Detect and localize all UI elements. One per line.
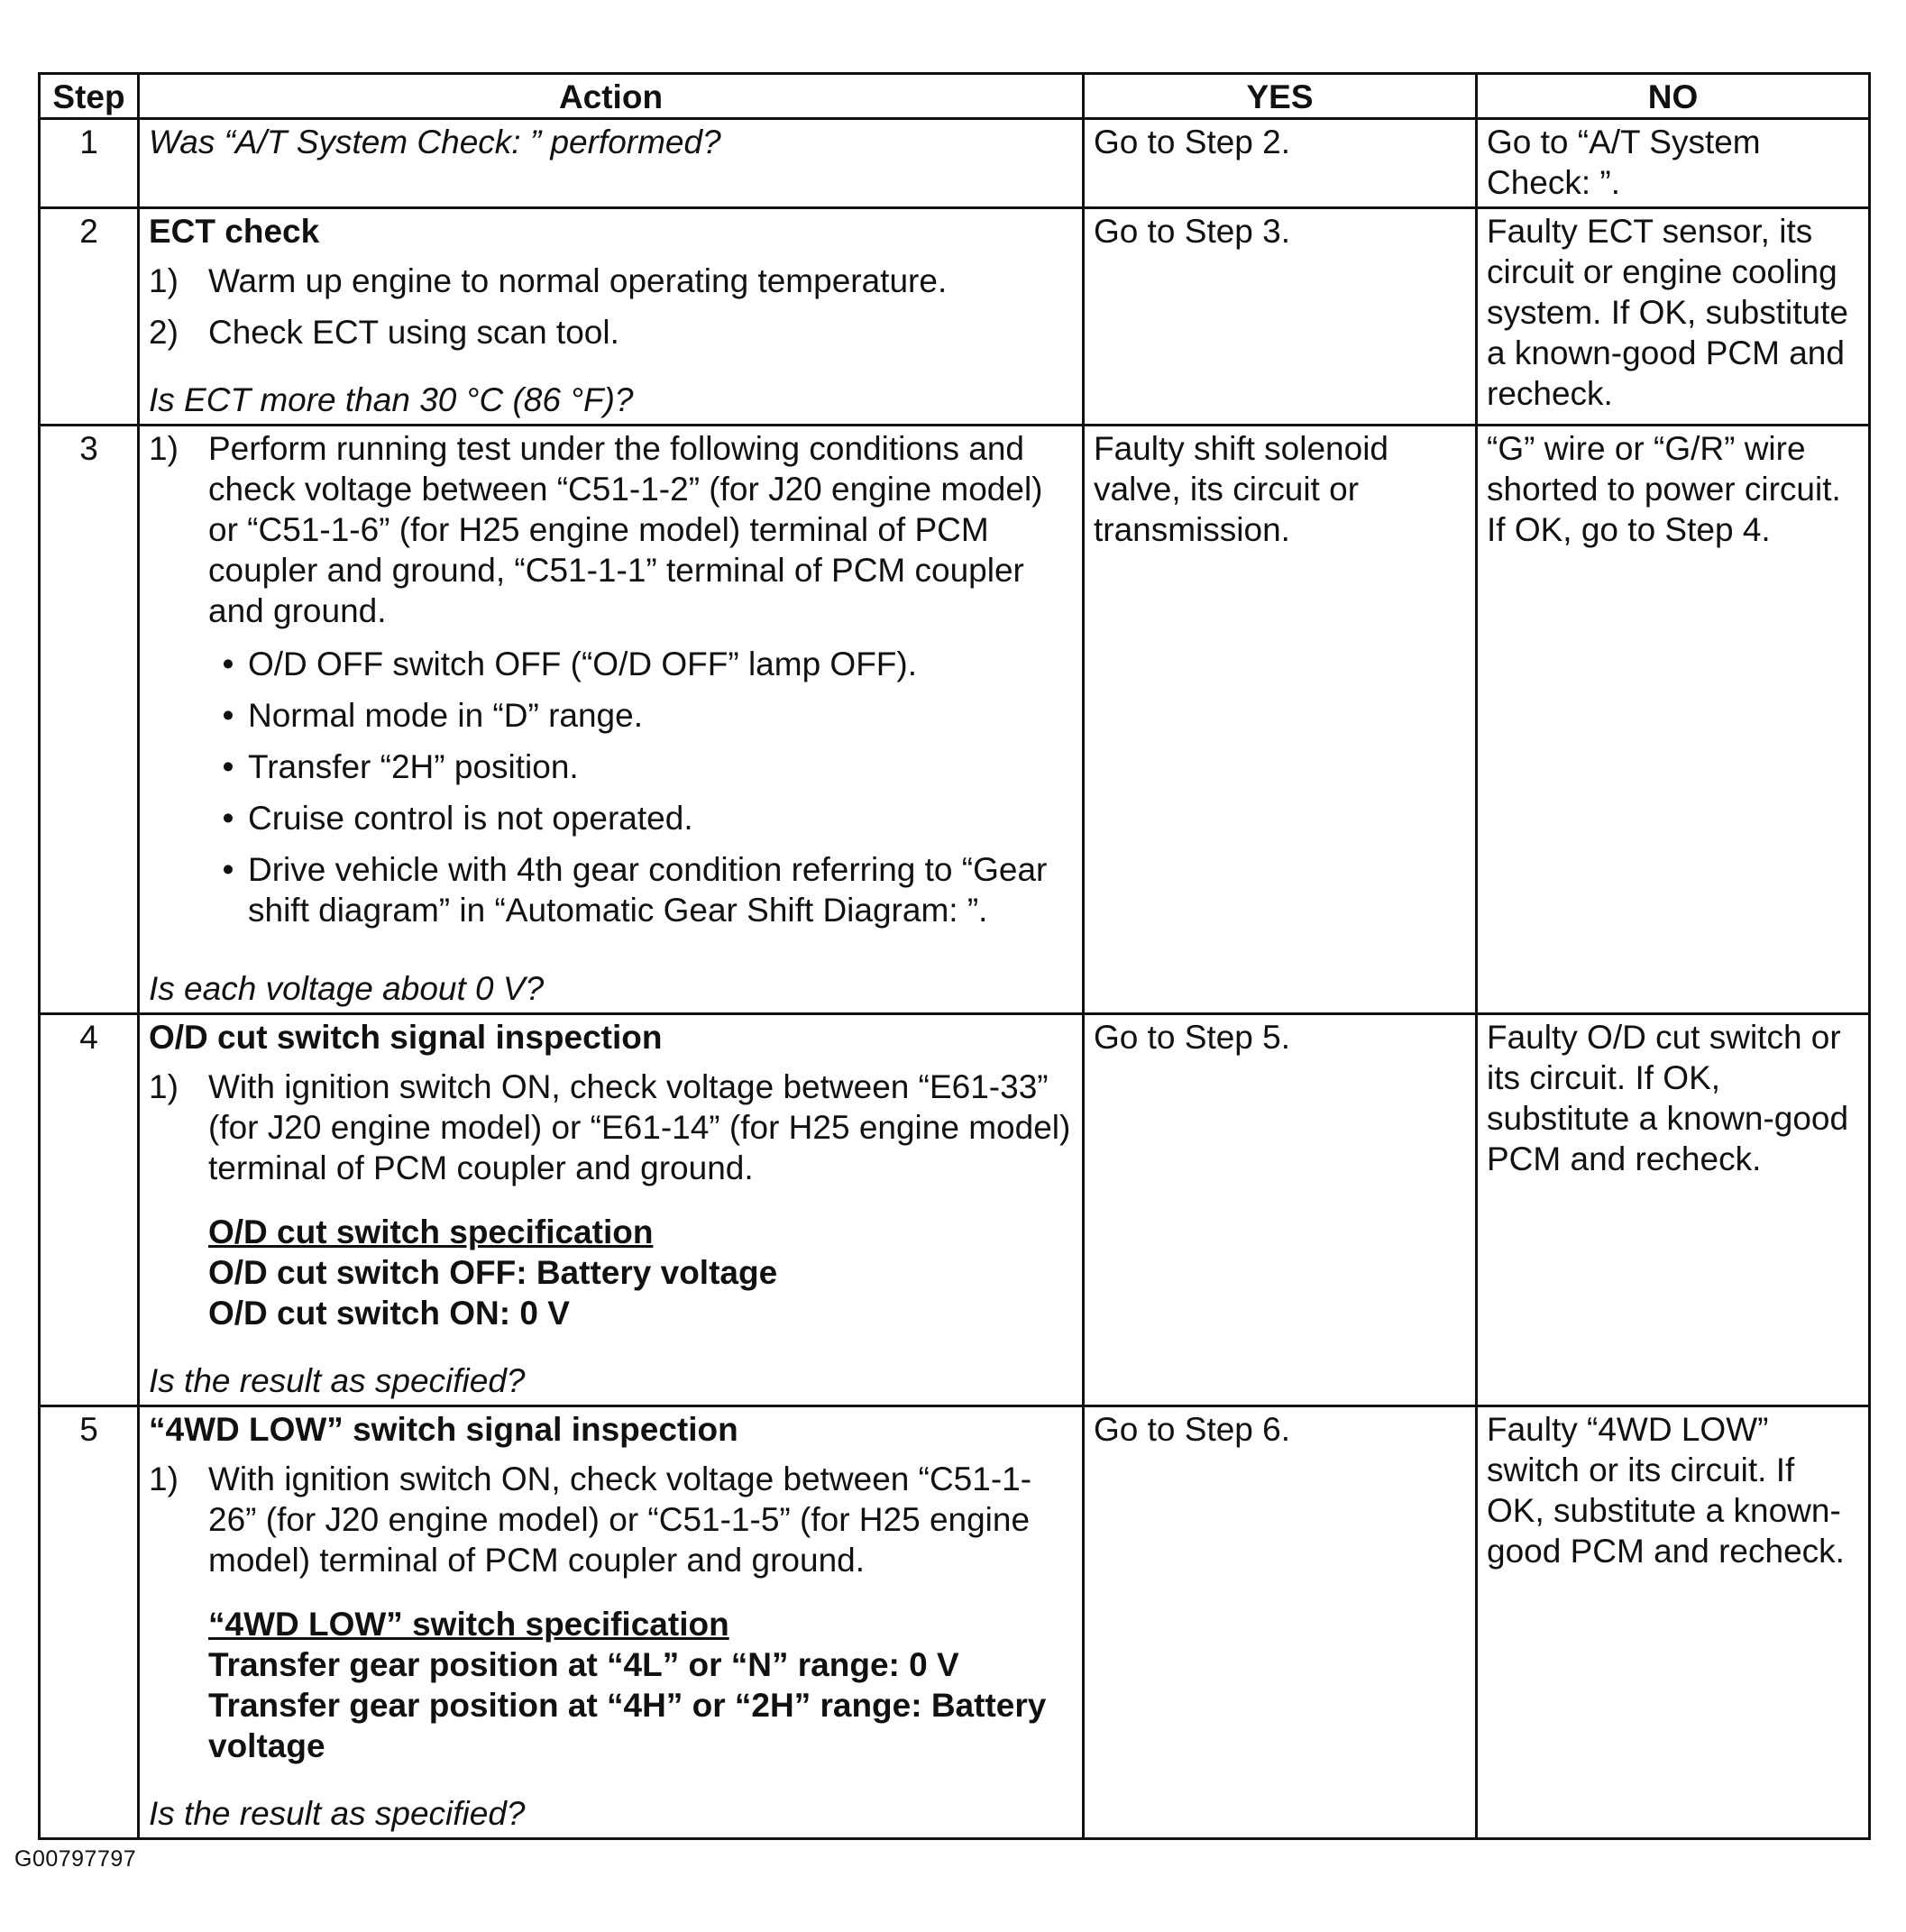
list-item xyxy=(208,644,1073,684)
substep xyxy=(149,312,1073,353)
header-no: NO xyxy=(1477,74,1870,119)
diagnostic-procedure-table xyxy=(38,72,1871,1840)
action-cell xyxy=(139,1406,1084,1839)
step-number: 1 xyxy=(40,119,139,208)
substep-number: 1) xyxy=(149,262,179,299)
substep-body: With ignition switch ON, check voltage between “E61-33” (for J20 engine model) or “E61-14” (for H25 engine model) terminal of PCM coupler and ground. xyxy=(208,1068,1071,1186)
yes-cell: Go to Step 3. xyxy=(1084,208,1477,426)
condition-text: Normal mode in “D” range. xyxy=(248,697,643,734)
substep-text xyxy=(208,1067,1073,1333)
list-item xyxy=(208,746,1073,787)
condition-list xyxy=(149,644,1073,930)
substep-body: Perform running test under the following conditions and check voltage between “C51-1-2” (for J20 engine model) or “C51-1-6” (for H25 engine model) terminal of PCM coupler and ground, “C51-1-1” terminal of PCM coupler and ground. xyxy=(208,430,1043,629)
action-cell xyxy=(139,119,1084,208)
bullet-icon: • xyxy=(222,646,234,682)
action-question: Is the result as specified? xyxy=(149,1362,526,1399)
table-row xyxy=(40,426,1870,1014)
list-item xyxy=(208,849,1073,930)
action-cell xyxy=(139,1014,1084,1406)
action-heading: O/D cut switch signal inspection xyxy=(149,1019,663,1056)
no-cell: Faulty ECT sensor, its circuit or engine cooling system. If OK, substitute a known-good PCM and recheck. xyxy=(1477,208,1870,426)
substep-text: Check ECT using scan tool. xyxy=(208,314,619,351)
header-step: Step xyxy=(40,74,139,119)
substep-list xyxy=(149,261,1073,353)
substep-text: Warm up engine to normal operating temperature. xyxy=(208,262,948,299)
substep-number: 1) xyxy=(149,430,179,467)
bullet-icon: • xyxy=(222,800,234,837)
substep xyxy=(149,1459,1073,1766)
action-heading: ECT check xyxy=(149,213,320,250)
bullet-icon: • xyxy=(222,851,234,888)
substep-list xyxy=(149,1067,1073,1333)
header-yes: YES xyxy=(1084,74,1477,119)
substep-number: 1) xyxy=(149,1460,179,1497)
list-item xyxy=(208,695,1073,736)
substep-list xyxy=(149,428,1073,941)
condition-text: Cruise control is not operated. xyxy=(248,800,693,837)
header-action: Action xyxy=(139,74,1084,119)
specification-title: O/D cut switch specification xyxy=(208,1213,654,1250)
yes-cell: Faulty shift solenoid valve, its circuit or transmission. xyxy=(1084,426,1477,1014)
table-header-row xyxy=(40,74,1870,119)
yes-cell: Go to Step 6. xyxy=(1084,1406,1477,1839)
specification-block xyxy=(208,1212,1073,1333)
substep-text xyxy=(208,428,1073,941)
substep-number: 1) xyxy=(149,1068,179,1105)
specification-line: Transfer gear position at “4H” or “2H” range: Battery voltage xyxy=(208,1687,1047,1764)
no-cell: “G” wire or “G/R” wire shorted to power circuit. If OK, go to Step 4. xyxy=(1477,426,1870,1014)
step-number: 2 xyxy=(40,208,139,426)
specification-line: Transfer gear position at “4L” or “N” range: 0 V xyxy=(208,1646,959,1683)
bullet-icon: • xyxy=(222,697,234,734)
step-number: 4 xyxy=(40,1014,139,1406)
yes-cell: Go to Step 2. xyxy=(1084,119,1477,208)
table-row xyxy=(40,1014,1870,1406)
step-number: 5 xyxy=(40,1406,139,1839)
action-cell xyxy=(139,426,1084,1014)
list-item xyxy=(208,798,1073,838)
action-question: Is each voltage about 0 V? xyxy=(149,970,545,1007)
no-cell: Faulty O/D cut switch or its circuit. If OK, substitute a known-good PCM and recheck. xyxy=(1477,1014,1870,1406)
substep xyxy=(149,1067,1073,1333)
substep-body: With ignition switch ON, check voltage between “C51-1-26” (for J20 engine model) or “C51-1-5” (for H25 engine model) terminal of PCM coupler and ground. xyxy=(208,1460,1032,1579)
condition-text: O/D OFF switch OFF (“O/D OFF” lamp OFF). xyxy=(248,646,918,682)
substep-number: 2) xyxy=(149,314,179,351)
step-number: 3 xyxy=(40,426,139,1014)
condition-text: Transfer “2H” position. xyxy=(248,748,579,785)
substep-list xyxy=(149,1459,1073,1766)
action-question: Is the result as specified? xyxy=(149,1795,526,1832)
substep-text xyxy=(208,1459,1073,1766)
condition-text: Drive vehicle with 4th gear condition referring to “Gear shift diagram” in “Automatic Gear Shift Diagram: ”. xyxy=(248,851,1048,929)
substep xyxy=(149,261,1073,301)
specification-block xyxy=(208,1604,1073,1766)
table-row xyxy=(40,1406,1870,1839)
bullet-icon: • xyxy=(222,748,234,785)
specification-title: “4WD LOW” switch specification xyxy=(208,1606,729,1643)
table-row xyxy=(40,119,1870,208)
specification-line: O/D cut switch OFF: Battery voltage xyxy=(208,1254,778,1291)
no-cell: Go to “A/T System Check: ”. xyxy=(1477,119,1870,208)
action-question: Was “A/T System Check: ” performed? xyxy=(149,124,721,160)
yes-cell: Go to Step 5. xyxy=(1084,1014,1477,1406)
figure-id: G00797797 xyxy=(14,1846,137,1872)
table-row xyxy=(40,208,1870,426)
action-cell xyxy=(139,208,1084,426)
substep xyxy=(149,428,1073,941)
no-cell: Faulty “4WD LOW” switch or its circuit. If OK, substitute a known-good PCM and recheck. xyxy=(1477,1406,1870,1839)
action-question: Is ECT more than 30 °C (86 °F)? xyxy=(149,381,634,418)
action-heading: “4WD LOW” switch signal inspection xyxy=(149,1411,738,1448)
specification-line: O/D cut switch ON: 0 V xyxy=(208,1295,570,1332)
